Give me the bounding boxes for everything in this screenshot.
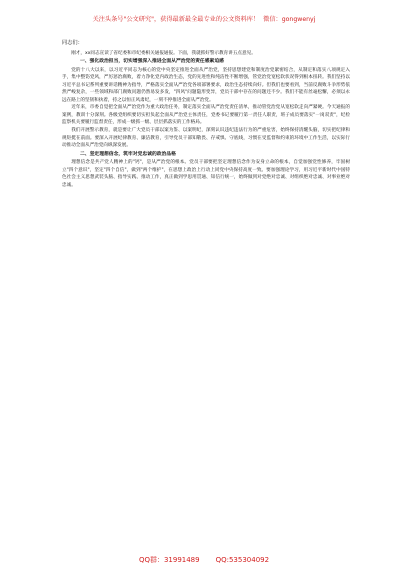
qq-group: QQ群：31991489 [138, 556, 200, 564]
banner-wechat: 微信：gongwenyj [263, 15, 316, 23]
section-heading: 一、强化政治担当，切实增强深入推进全面从严治党的责任感紧迫感 [80, 59, 224, 65]
body-paragraph: 理想信念是共产党人精神上的"钙"，是从严治党的根本。党员干部要把坚定理想信念作为安身立命的根本，自觉加强党性修养，牢固树立"四个意识"，坚定"四个自信"，做到"两个维护"，在思想上政治上行动上同党中央保持高度一致。要加强理论学习，用习近平新时代中国特色社会主义思想武装头脑、指导实践、推动工作，真正做到学思用贯通、知信行统一，始终做到对党绝对忠诚、对组织绝对忠诚、对事业绝对忠诚。 [62, 160, 350, 188]
header-banner [58, 10, 350, 26]
body-paragraph: 我们开展警示教育，就是要让广大党员干部以案为鉴、以案明纪，深刻认识违纪违法行为的严重危害，始终保持清醒头脑，切实把纪律和规矩挺在前面。要深入开展纪律教育、廉洁教育，引导党员干部知敬畏、存戒惧、守底线，习惯在受监督和约束的环境中工作生活，以实际行动推动全面从严治党向纵深发展。 [62, 128, 350, 149]
body-paragraph: 刚才，xx同志宣读了省纪委和市纪委相关通报通报。下面，我就抓好警示教育讲五点意见。 [71, 50, 256, 56]
paragraph-list [62, 50, 350, 190]
body-paragraph: 近年来，市委自觉把全面从严治党作为重大政治任务，制定落实全面从严治党责任清单，推动管党治党从宽松软走向严紧硬。今天通报的案例，教训十分深刻。各级党组织要切实担负起全面从严治党主体责任，党委书记要履行第一责任人职责，班子成员要落实"一岗双责"，纪检监察机关要履行监督责任，形成一级抓一级、层层抓落实的工作格局。 [62, 105, 350, 126]
section-heading: 二、坚定理想信念，筑牢对党忠诚的政治品格 [80, 151, 176, 157]
body-paragraph: 党的十八大以来，以习近平同志为核心的党中央坚定推进全面从严治党，坚持思想建党和制度治党紧密结合，从制定和落实八项规定入手，集中整饬党风，严厉惩治腐败，着力净化党内政治生态，党的先进性和纯洁性不断增强，管党治党宽松软状况得到根本扭转。我们坚持以习近平总书记系列重要讲话精神为指导，严格落实全面从严治党各项部署要求，政治生态持续向好。但我们也要看到，当前反腐败斗争形势依然严峻复杂，一些领域和部门腐败问题仍然易发多发，"四风"问题隐形变异，党员干部中存在的问题还不少。我们不能有丝毫松懈，必须以永远在路上的坚韧和执着，持之以恒正风肃纪，一刻不停推进全面从严治党。 [62, 67, 350, 103]
contact-footer [0, 552, 408, 568]
salutation: 同志们： [62, 40, 83, 46]
banner-title: 关注头条号"公文研究"，获得最新最全最专业的公文资料库！ [92, 15, 260, 23]
qq-number: QQ:535304092 [215, 556, 270, 564]
document-body [62, 40, 350, 189]
